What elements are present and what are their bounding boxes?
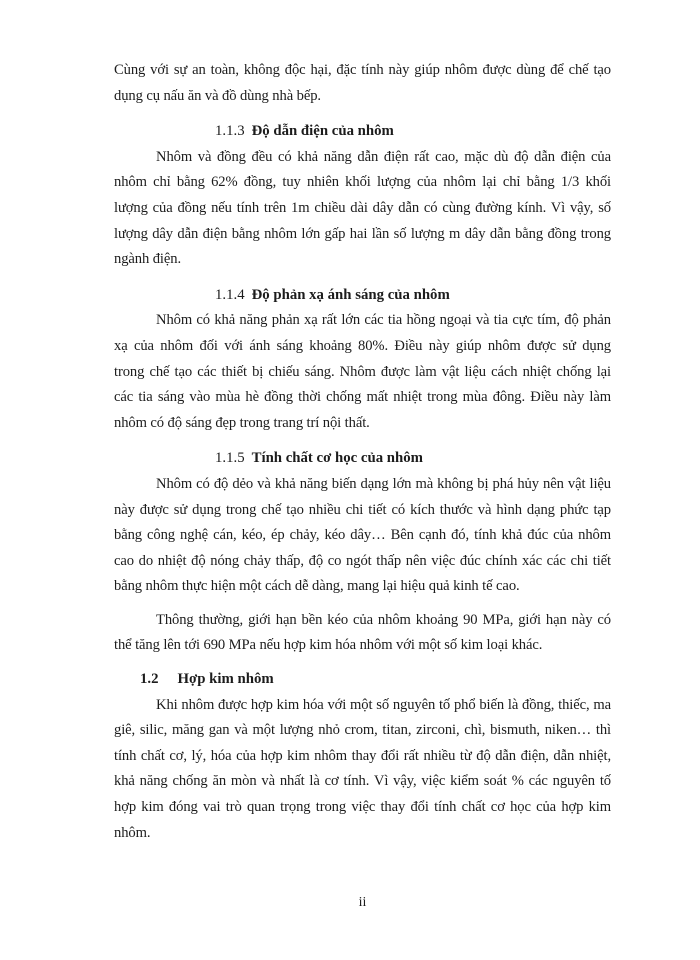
heading-title: Tính chất cơ học của nhôm xyxy=(251,450,423,467)
paragraph-line: Khi nhôm được hợp kim hóa với một số nguyên tố phổ biến là đồng, thiếc, ma xyxy=(156,696,611,713)
paragraph-line: ngành điện. xyxy=(114,251,181,268)
paragraph-line: khả năng chống ăn mòn và nhất là cơ tính. Vì vậy, việc kiểm soát % các nguyên tố xyxy=(114,773,611,790)
paragraph-line: cao do nhiệt độ nóng chảy thấp, độ co ngót thấp nên việc đúc chính xác các chi tiết xyxy=(114,552,611,569)
paragraph-line: bằng nhôm thực hiện một cách dễ dàng, mang lại hiệu quả kinh tế cao. xyxy=(114,578,520,595)
paragraph-line: nhôm chỉ bằng 62% đồng, tuy nhiên khối lượng của nhôm lại chỉ bằng 1/3 khối xyxy=(114,174,611,191)
paragraph-line: này được sử dụng trong chế tạo nhiều chi tiết có kích thước và hình dạng phức tạp xyxy=(114,501,611,518)
paragraph-line: Nhôm có khả năng phản xạ rất lớn các tia hồng ngoại và tia cực tím, độ phản xyxy=(156,312,611,329)
paragraph xyxy=(114,58,611,109)
paragraph-line: tính chất cơ, lý, hóa của hợp kim nhôm thay đổi rất nhiều từ độ dẫn điện, dẫn nhiệt, xyxy=(114,747,611,764)
page-number-footer: ii xyxy=(358,895,367,910)
section-heading xyxy=(114,283,611,309)
section-heading xyxy=(114,667,611,693)
paragraph-line: Cùng với sự an toàn, không độc hại, đặc tính này giúp nhôm được dùng để chế tạo xyxy=(114,62,611,78)
paragraph-line: nhôm. xyxy=(114,824,151,841)
paragraph-line: lượng dây dẫn điện bằng nhôm lớn gấp hai lần số lượng m dây dẫn bằng đồng trong xyxy=(114,225,611,242)
paragraph-line: nhôm có độ sáng đẹp trong trang trí nội thất. xyxy=(114,414,370,431)
paragraph-line: trong chế tạo các thiết bị chiếu sáng. Nhôm được làm vật liệu cách nhiệt chống lại xyxy=(114,363,611,380)
heading-number: 1.2 xyxy=(140,671,159,688)
paragraph-line: các tia sáng vào mùa hè đồng thời chống mất nhiệt trong mùa đông. Điều này làm xyxy=(114,389,611,406)
paragraph-line: Nhôm có độ dẻo và khả năng biến dạng lớn mà không bị phá hủy nên vật liệu xyxy=(156,475,611,492)
paragraph xyxy=(114,308,611,436)
paragraph-line: xạ của nhôm đối với ánh sáng khoảng 80%. Điều này giúp nhôm được sử dụng xyxy=(114,337,611,354)
paragraph-line: bằng công nghệ cán, kéo, ép chảy, kéo dây… Bên cạnh đó, tính khả đúc của nhôm xyxy=(114,527,611,544)
paragraph-line: lượng của đồng nếu tính trên 1m chiều dài dây dẫn có cùng đường kính. Vì vậy, số xyxy=(114,199,611,216)
paragraph xyxy=(114,608,611,659)
heading-title: Độ phản xạ ánh sáng của nhôm xyxy=(251,286,450,303)
paragraph-line: Nhôm và đồng đều có khả năng dẫn điện rất cao, mặc dù độ dẫn điện của xyxy=(156,148,611,165)
paragraph-line: Thông thường, giới hạn bền kéo của nhôm khoảng 90 MPa, giới hạn này có xyxy=(156,611,611,628)
heading-number: 1.1.5 xyxy=(215,450,245,467)
heading-title: Hợp kim nhôm xyxy=(177,671,274,688)
paragraph-line: hợp kim đóng vai trò quan trọng trong việc thay đổi tính chất cơ học của hợp kim xyxy=(114,799,611,816)
heading-title: Độ dẫn điện của nhôm xyxy=(251,123,394,140)
document-body xyxy=(114,58,611,846)
paragraph xyxy=(114,472,611,600)
paragraph-line: dụng cụ nấu ăn và đồ dùng nhà bếp. xyxy=(114,87,321,104)
heading-number: 1.1.4 xyxy=(215,286,245,303)
section-heading xyxy=(114,446,611,472)
section-heading xyxy=(114,119,611,145)
paragraph-line: thể tăng lên tới 690 MPa nếu hợp kim hóa nhôm với một số kim loại khác. xyxy=(114,637,543,654)
paragraph xyxy=(114,693,611,847)
heading-number: 1.1.3 xyxy=(215,123,245,140)
paragraph-line: giê, silic, măng gan và một lượng nhỏ crom, titan, zirconi, chì, bismuth, niken… thì xyxy=(114,722,611,739)
paragraph xyxy=(114,145,611,273)
